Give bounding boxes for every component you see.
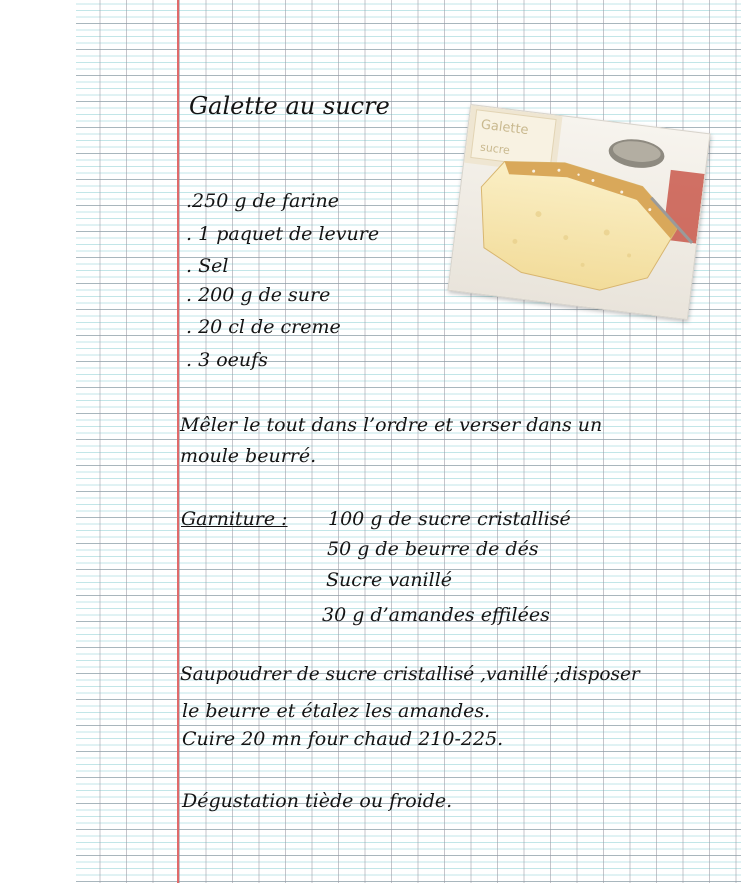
instruction-line: moule beurré. [180, 445, 317, 467]
ingredient-yeast: . 1 paquet de levure [186, 223, 380, 245]
ingredient-cream: . 20 cl de creme [186, 316, 341, 338]
left-margin-blank [0, 0, 76, 883]
instruction-line: Cuire 20 mn four chaud 210-225. [182, 728, 504, 750]
box-label-2: sucre [479, 140, 511, 158]
instruction-line: Mêler le tout dans l’ordre et verser dans un [180, 414, 603, 436]
ingredient-eggs: . 3 oeufs [186, 349, 268, 371]
instruction-line: Saupoudrer de sucre cristallisé ,vanillé ;disposer [180, 664, 640, 685]
galette-photo-illustration [449, 105, 710, 319]
ingredient-salt: . Sel [186, 255, 229, 277]
box-label: Galette [479, 117, 530, 139]
garniture-item: 50 g de beurre de dés [327, 538, 539, 560]
ingredient-sugar: . 200 g de sure [186, 284, 331, 306]
garniture-item: 100 g de sucre cristallisé [328, 508, 571, 530]
garniture-label: Garniture : [181, 508, 288, 530]
ingredient-flour: .250 g de farine [186, 190, 339, 212]
garniture-item: 30 g d’amandes effilées [322, 604, 550, 626]
recipe-title: Galette au sucre [189, 92, 390, 120]
instruction-line: le beurre et étalez les amandes. [182, 700, 491, 722]
garniture-item: Sucre vanillé [326, 569, 453, 591]
serving-note: Dégustation tiède ou froide. [182, 790, 453, 812]
galette-photo [447, 104, 710, 320]
